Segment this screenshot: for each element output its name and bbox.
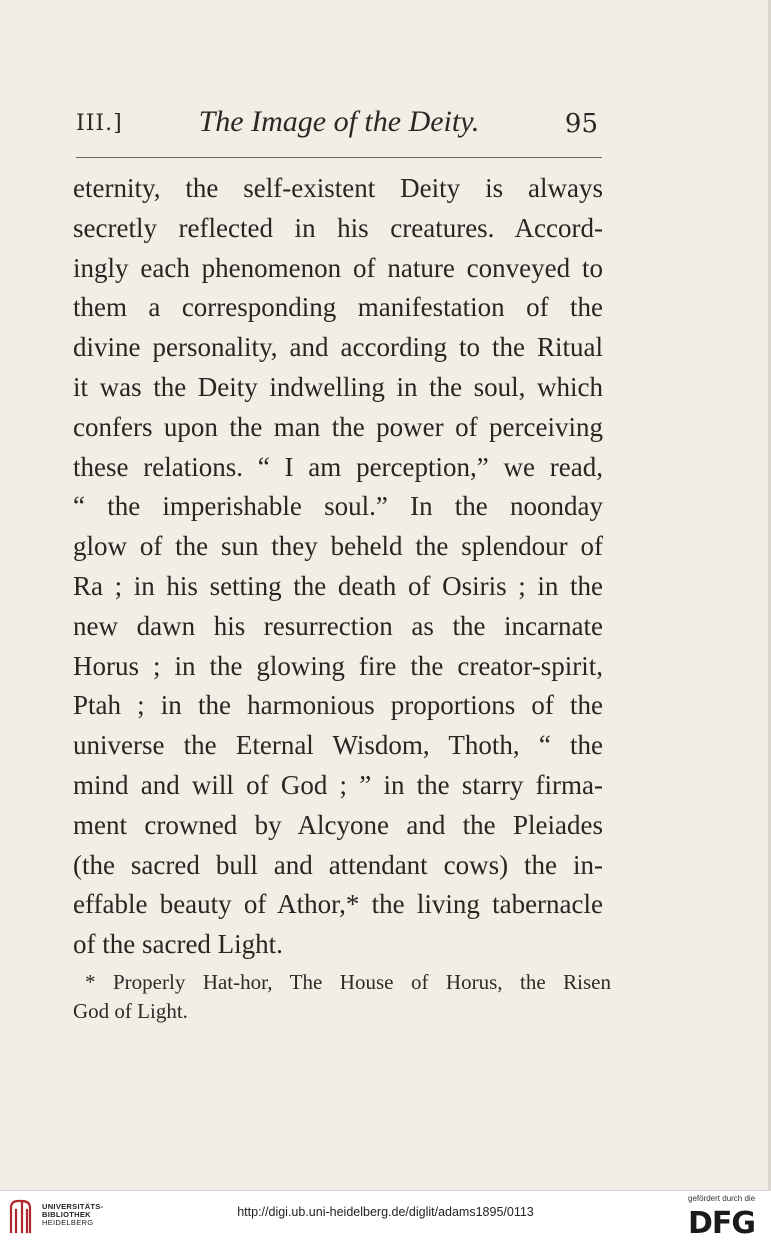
text-line: Ra ; in his setting the death of Osiris ; in the [73, 570, 603, 601]
text-line: (the sacred bull and attendant cows) the in- [73, 849, 603, 880]
text-line: divine personality, and according to the Ritual [73, 332, 603, 363]
text-line: of the sacred Light. [73, 929, 283, 960]
text-line: Horus ; in the glowing fire the creator-spirit, [73, 650, 603, 681]
footnote [73, 968, 611, 1026]
text-line: glow of the sun they beheld the splendour of [73, 531, 603, 562]
text-line: ingly each phenomenon of nature conveyed to [73, 252, 603, 283]
text-line: secretly reflected in his creatures. Accord- [73, 212, 603, 243]
header-rule [76, 157, 602, 158]
dfg-logo: DFG [688, 1206, 756, 1241]
text-line: it was the Deity indwelling in the soul, which [73, 371, 603, 402]
library-line-3: HEIDELBERG [42, 1218, 94, 1227]
funding-caption: gefördert durch die [688, 1194, 756, 1203]
body-text [73, 169, 603, 965]
text-line: new dawn his resurrection as the incarnate [73, 610, 603, 641]
text-line: Ptah ; in the harmonious proportions of the [73, 690, 603, 721]
text-line: mind and will of God ; ” in the starry firma- [73, 769, 603, 800]
text-line: “ the imperishable soul.” In the noonday [73, 491, 603, 522]
running-title: The Image of the Deity. [198, 105, 480, 138]
library-line-2: BIBLIOTHEK [42, 1210, 91, 1219]
running-header [76, 105, 602, 145]
source-url-link[interactable]: http://digi.ub.uni-heidelberg.de/diglit/adams1895/0113 [237, 1205, 534, 1219]
text-line: them a corresponding manifestation of the [73, 292, 603, 323]
footnote-line: God of Light. [73, 999, 188, 1023]
library-line-1: UNIVERSITÄTS- [42, 1202, 104, 1211]
text-line: universe the Eternal Wisdom, Thoth, “ the [73, 730, 603, 761]
text-line: effable beauty of Athor,* the living tabernacle [73, 889, 603, 920]
text-line: eternity, the self-existent Deity is always [73, 173, 603, 203]
page-number: 95 [564, 109, 598, 139]
text-line: confers upon the man the power of perceiving [73, 411, 603, 442]
footnote-line: * Properly Hat-hor, The House of Horus, the Risen [85, 970, 611, 994]
chapter-marker: III.] [76, 111, 123, 136]
text-line: ment crowned by Alcyone and the Pleiades [73, 809, 603, 840]
text-line: these relations. “ I am perception,” we read, [73, 451, 603, 482]
